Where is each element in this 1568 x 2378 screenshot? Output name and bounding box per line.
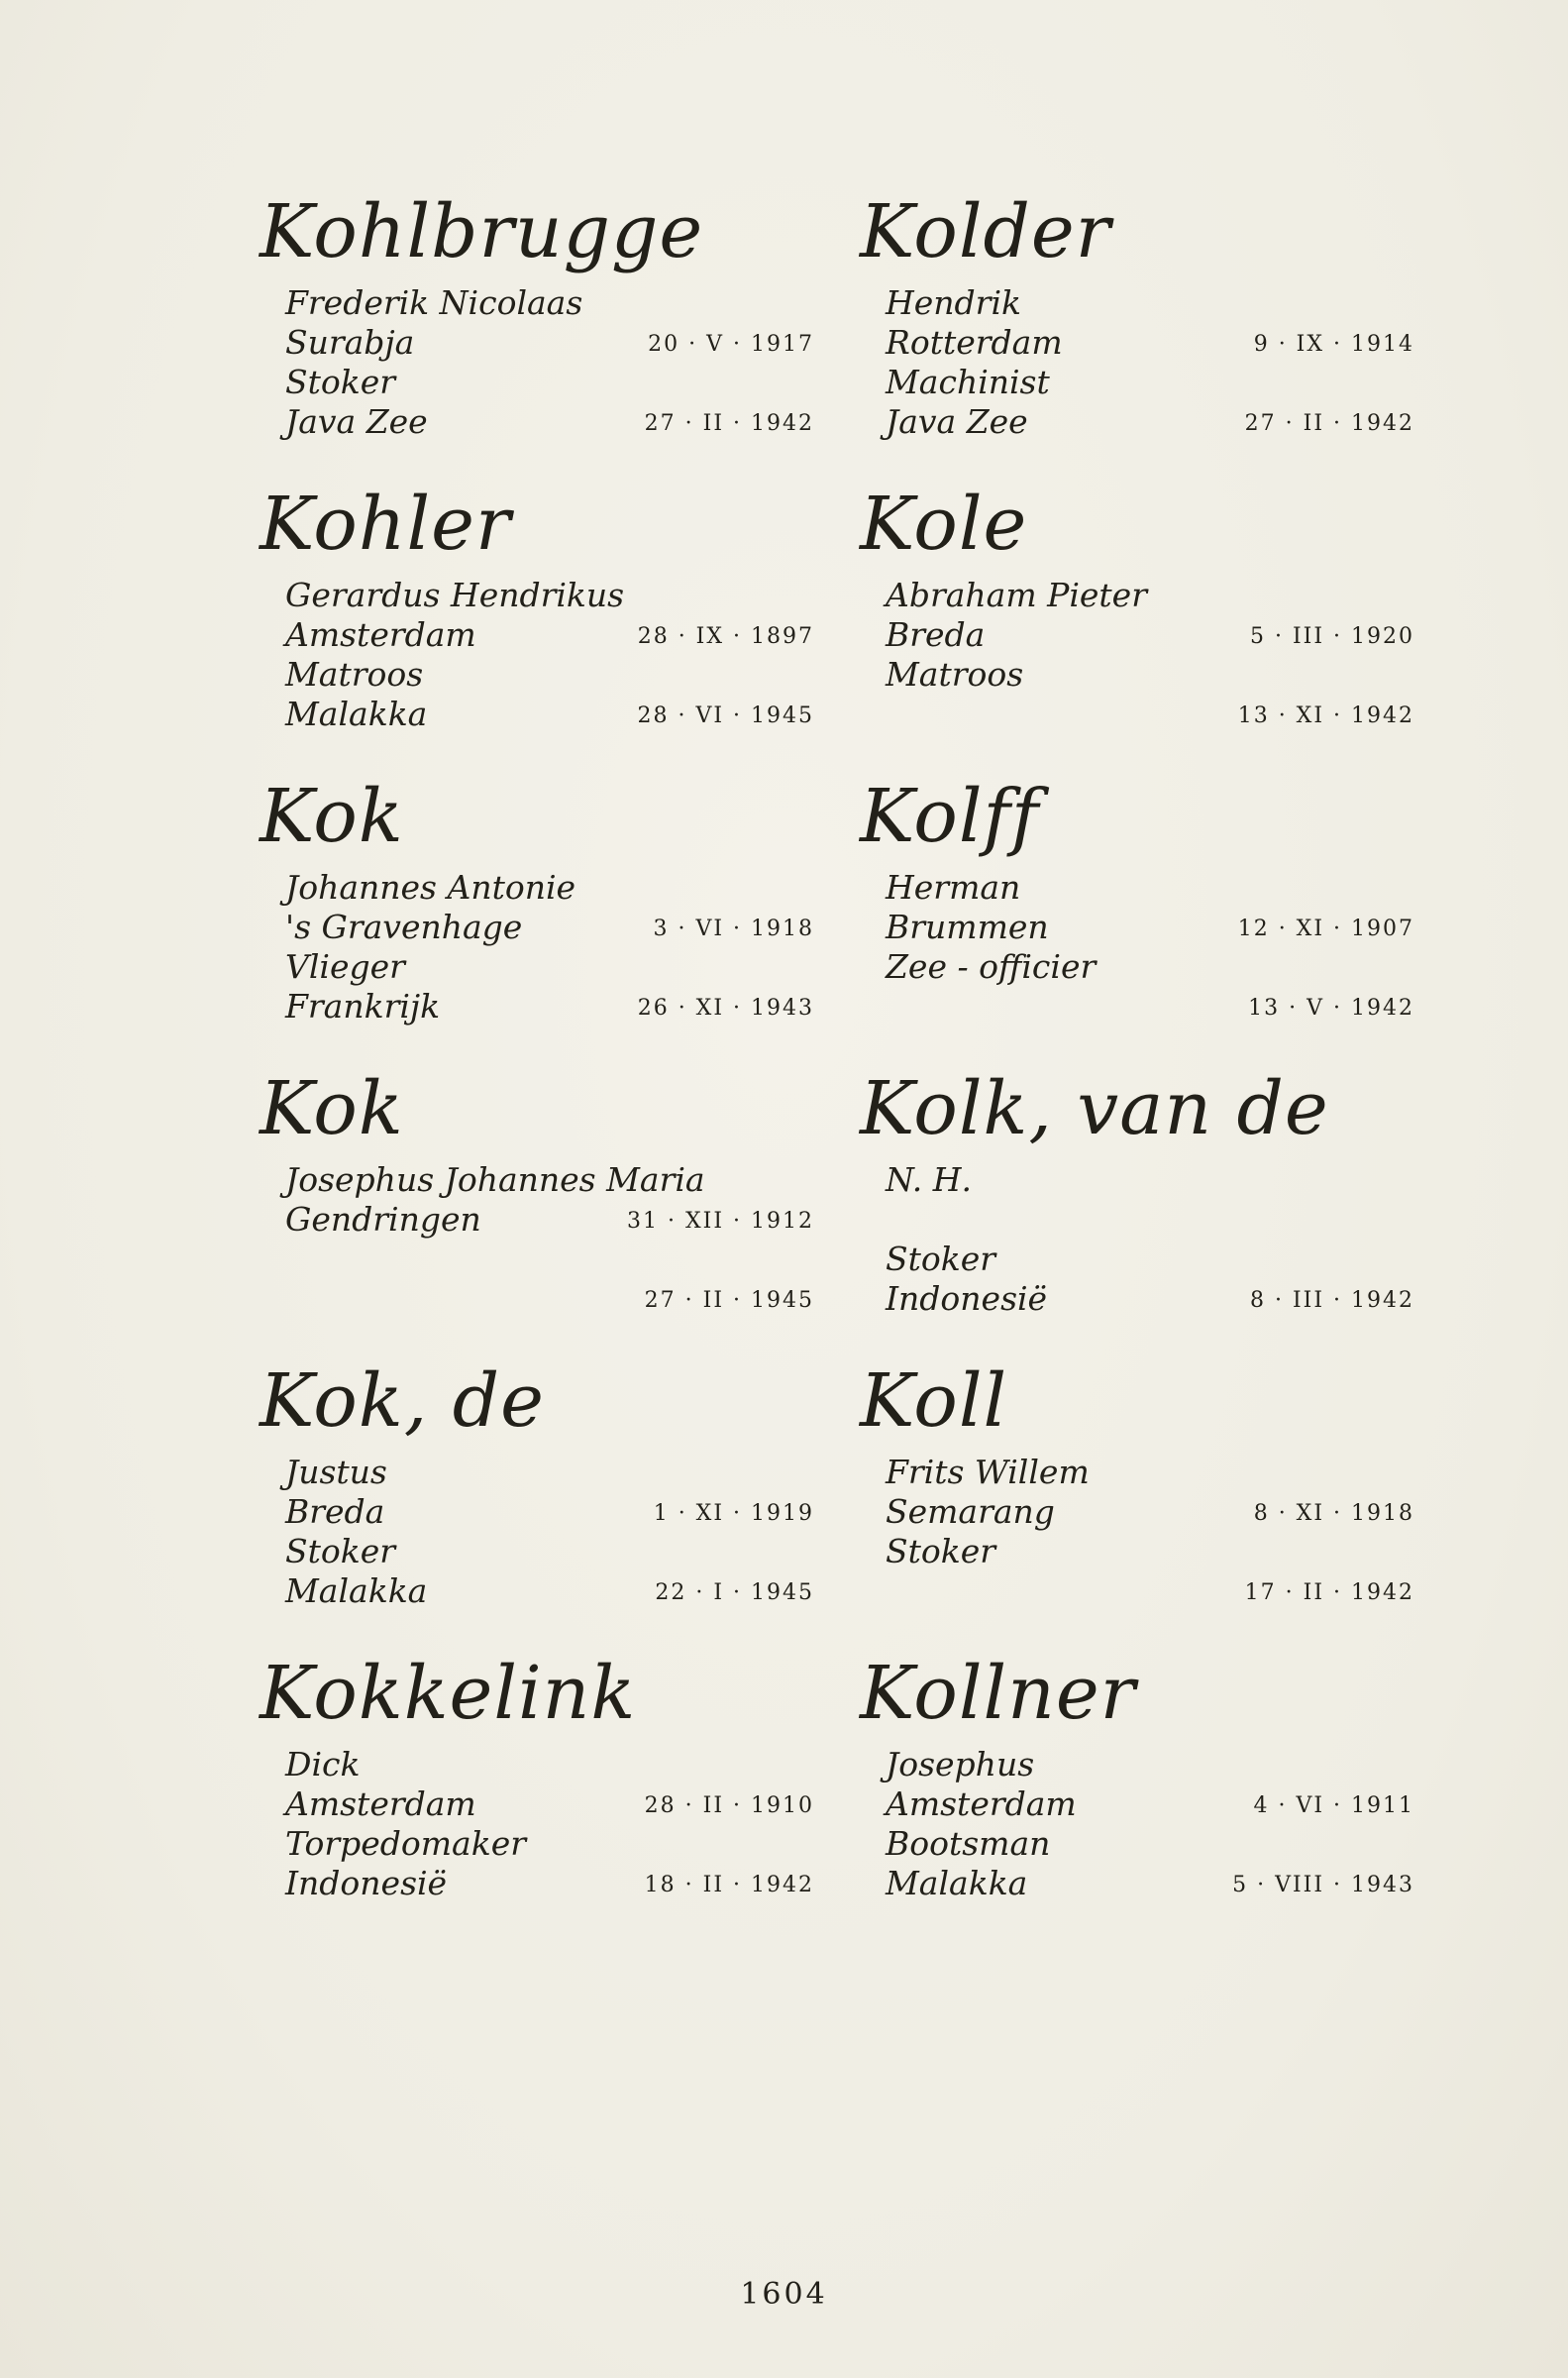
given-names: N. H. (886, 1160, 973, 1199)
rank: Matroos (886, 655, 1024, 694)
given-names: Josephus Johannes Maria (285, 1160, 705, 1199)
birth-row (860, 1784, 1414, 1824)
birth-place: Semarang (886, 1492, 1055, 1531)
rank: Machinist (886, 363, 1050, 401)
rank-row (860, 947, 1414, 987)
given-names: Frits Willem (886, 1453, 1090, 1491)
rank-row (860, 1824, 1414, 1864)
birth-date: 5 · III · 1920 (1249, 624, 1414, 649)
surname: Koll (860, 1358, 1008, 1444)
birth-place: Surabja (285, 323, 415, 362)
entry-koll (860, 1357, 1414, 1650)
left-column (260, 188, 814, 1942)
surname: Kolder (860, 189, 1112, 274)
entry-kok-josephus (260, 1065, 814, 1357)
surname: Kole (860, 482, 1028, 567)
rank-row (860, 1240, 1414, 1279)
given-names: Gerardus Hendrikus (285, 576, 625, 614)
birth-row (260, 615, 814, 655)
death-date: 26 · XI · 1943 (637, 996, 814, 1021)
birth-row (260, 908, 814, 947)
rank-row (260, 1240, 814, 1279)
death-place: Malakka (886, 1864, 1028, 1902)
entry-kok-de (260, 1357, 814, 1650)
death-row (260, 987, 814, 1027)
rank-row (260, 363, 814, 402)
birth-date: 28 · IX · 1897 (637, 624, 814, 649)
death-place: Indonesië (285, 1864, 448, 1902)
death-date: 27 · II · 1945 (644, 1288, 814, 1313)
rank: Vlieger (285, 947, 405, 986)
birth-date: 28 · II · 1910 (644, 1793, 814, 1818)
death-row (860, 695, 1414, 734)
entry-kokkelink (260, 1650, 814, 1942)
birth-row (260, 323, 814, 363)
rank: Stoker (285, 1532, 396, 1570)
entry-kok-johannes (260, 773, 814, 1065)
birth-date: 8 · XI · 1918 (1253, 1501, 1414, 1526)
surname: Kok (260, 774, 404, 859)
given-names: Frederik Nicolaas (285, 283, 583, 322)
right-column (860, 188, 1414, 1942)
rank-row (260, 947, 814, 987)
rank: Stoker (886, 1532, 996, 1570)
birth-place: Breda (886, 615, 986, 654)
birth-place: Amsterdam (285, 1784, 476, 1823)
death-place: Java Zee (285, 402, 428, 441)
entry-kole (860, 481, 1414, 773)
surname: Kokkelink (260, 1651, 637, 1736)
surname: Kok (260, 1066, 404, 1151)
entry-kohlbrugge (260, 188, 814, 481)
birth-place: Gendringen (285, 1200, 481, 1239)
death-date: 17 · II · 1942 (1244, 1580, 1414, 1605)
birth-row (260, 1200, 814, 1240)
birth-row (860, 908, 1414, 947)
rank: Stoker (886, 1240, 996, 1278)
birth-row (260, 1784, 814, 1824)
death-row (260, 1571, 814, 1611)
rank-row (260, 1824, 814, 1864)
death-place: Malakka (285, 695, 428, 733)
death-date: 13 · V · 1942 (1248, 996, 1414, 1021)
given-names: Dick (285, 1745, 361, 1784)
entry-kollner (860, 1650, 1414, 1942)
death-row (860, 1279, 1414, 1319)
rank-row (860, 655, 1414, 695)
birth-date: 4 · VI · 1911 (1253, 1793, 1414, 1818)
death-row (260, 1864, 814, 1903)
death-date: 27 · II · 1942 (1244, 411, 1414, 436)
birth-place: Rotterdam (886, 323, 1063, 362)
birth-date: 1 · XI · 1919 (653, 1501, 814, 1526)
death-place: Frankrijk (285, 987, 441, 1026)
birth-date: 12 · XI · 1907 (1237, 917, 1414, 941)
surname: Kollner (860, 1651, 1137, 1736)
death-place: Malakka (285, 1571, 428, 1610)
birth-date: 3 · VI · 1918 (653, 917, 814, 941)
birth-place: Breda (285, 1492, 385, 1531)
birth-row (860, 323, 1414, 363)
surname: Kolff (860, 774, 1040, 859)
surname: Kohlbrugge (260, 189, 704, 274)
rank: Stoker (285, 363, 396, 401)
rank-row (860, 1532, 1414, 1571)
given-names: Hendrik (886, 283, 1022, 322)
rank-row (260, 1532, 814, 1571)
death-place: Java Zee (886, 402, 1028, 441)
birth-date: 9 · IX · 1914 (1253, 332, 1414, 357)
death-date: 28 · VI · 1945 (637, 703, 814, 728)
death-row (860, 1864, 1414, 1903)
rank: Zee - officier (886, 947, 1097, 986)
entry-kolk-van-de (860, 1065, 1414, 1357)
death-row (260, 1279, 814, 1319)
death-date: 5 · VIII · 1943 (1232, 1873, 1414, 1897)
birth-date: 20 · V · 1917 (648, 332, 814, 357)
rank: Bootsman (886, 1824, 1051, 1863)
birth-place: Amsterdam (886, 1784, 1077, 1823)
rank-row (860, 363, 1414, 402)
death-date: 22 · I · 1945 (655, 1580, 814, 1605)
rank: Torpedomaker (285, 1824, 527, 1863)
entry-kolff (860, 773, 1414, 1065)
birth-place: Brummen (886, 908, 1049, 946)
birth-row (860, 615, 1414, 655)
death-date: 8 · III · 1942 (1249, 1288, 1414, 1313)
birth-row (860, 1492, 1414, 1532)
death-date: 18 · II · 1942 (644, 1873, 814, 1897)
surname: Kohler (260, 482, 512, 567)
surname: Kok, de (260, 1358, 545, 1444)
death-row (260, 402, 814, 442)
birth-row (260, 1492, 814, 1532)
death-row (860, 1571, 1414, 1611)
birth-place: 's Gravenhage (285, 908, 523, 946)
death-row (260, 695, 814, 734)
entry-kohler (260, 481, 814, 773)
given-names: Johannes Antonie (285, 868, 576, 907)
given-names: Josephus (886, 1745, 1035, 1784)
birth-row (860, 1200, 1414, 1240)
given-names: Herman (886, 868, 1021, 907)
entry-kolder (860, 188, 1414, 481)
rank-row (260, 655, 814, 695)
death-place: Indonesië (886, 1279, 1048, 1318)
birth-date: 31 · XII · 1912 (627, 1209, 814, 1234)
death-row (860, 402, 1414, 442)
death-row (860, 987, 1414, 1027)
surname: Kolk, van de (860, 1066, 1329, 1151)
rank: Matroos (285, 655, 424, 694)
given-names: Justus (285, 1453, 387, 1491)
death-date: 13 · XI · 1942 (1237, 703, 1414, 728)
given-names: Abraham Pieter (886, 576, 1147, 614)
death-date: 27 · II · 1942 (644, 411, 814, 436)
page-number: 1604 (740, 2277, 828, 2312)
birth-place: Amsterdam (285, 615, 476, 654)
